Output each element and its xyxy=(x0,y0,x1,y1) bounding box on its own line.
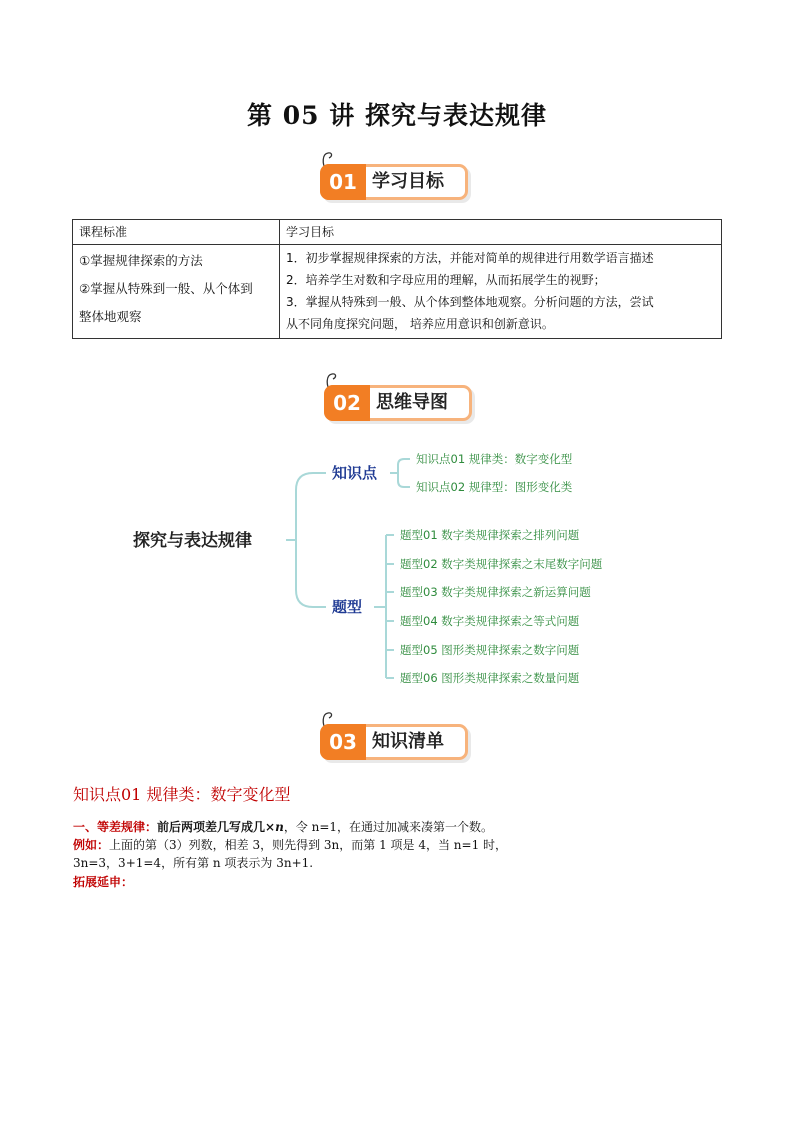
section-number: 02 xyxy=(324,385,370,421)
standard-line: ②掌握从特殊到一般、从个体到 xyxy=(79,281,253,296)
mindmap-leaf: 题型03 数字类规律探索之新运算问题 xyxy=(400,585,591,599)
mindmap-leaf: 知识点02 规律型：图形变化类 xyxy=(416,480,573,494)
objective-line: 3．掌握从特殊到一般、从个体到整体地观察。分析问题的方法，尝试 xyxy=(286,295,654,309)
standard-line: ①掌握规律探索的方法 xyxy=(79,253,203,268)
section-label: 知识清单 xyxy=(372,731,444,752)
example-line-2: 3n=3，3+1=4，所有第 n 项表示为 3n+1. xyxy=(73,856,314,870)
section-number: 03 xyxy=(320,724,366,760)
knowledge-point-title: 知识点01 规律类：数字变化型 xyxy=(73,785,291,804)
objective-line: 从不同角度探究问题， 培养应用意识和创新意识。 xyxy=(286,317,554,331)
section-label: 学习目标 xyxy=(372,171,444,192)
section-number: 01 xyxy=(320,164,366,200)
objective-line: 1．初步掌握规律探索的方法，并能对简单的规律进行用数学语言描述 xyxy=(286,251,654,265)
mindmap-leaf: 题型01 数字类规律探索之排列问题 xyxy=(400,528,580,542)
mindmap-leaf: 知识点01 规律类：数字变化型 xyxy=(416,452,573,466)
mindmap-leaf: 题型05 图形类规律探索之数字问题 xyxy=(400,643,580,657)
example-text: 上面的第（3）列数，相差 3，则先得到 3n，而第 1 项是 4，当 n=1 时， xyxy=(109,838,508,852)
rule-line xyxy=(73,818,493,836)
example-line xyxy=(73,836,507,854)
extend-label: 拓展延申： xyxy=(73,875,134,889)
section-badge-03 xyxy=(320,710,480,770)
standard-line: 整体地观察 xyxy=(79,309,142,324)
mindmap-branch-types: 题型 xyxy=(332,598,363,616)
objective-line: 2．培养学生对数和字母应用的理解，从而拓展学生的视野； xyxy=(286,273,606,287)
mindmap-leaf: 题型06 图形类规律探索之数量问题 xyxy=(400,671,580,685)
rule-prefix: 一、 xyxy=(73,820,98,834)
page-title: 第 05 讲 探究与表达规律 xyxy=(247,101,547,130)
mindmap-root: 探究与表达规律 xyxy=(133,531,252,551)
mindmap-leaf: 题型02 数字类规律探索之末尾数字问题 xyxy=(400,557,603,571)
rule-text: 前后两项差几写成几× xyxy=(157,820,276,834)
example-label: 例如： xyxy=(73,838,110,852)
mindmap-branch-knowledge: 知识点 xyxy=(332,464,378,482)
rule-rest: ，令 n=1，在通过加减来凑第一个数。 xyxy=(283,820,494,834)
rule-label: 等差规律： xyxy=(97,820,158,834)
rule-n: n xyxy=(275,820,284,834)
mindmap-leaf: 题型04 数字类规律探索之等式问题 xyxy=(400,614,580,628)
section-label: 思维导图 xyxy=(376,392,448,413)
table-header-standard: 课程标准 xyxy=(73,220,280,245)
table-header-objective: 学习目标 xyxy=(280,220,722,245)
